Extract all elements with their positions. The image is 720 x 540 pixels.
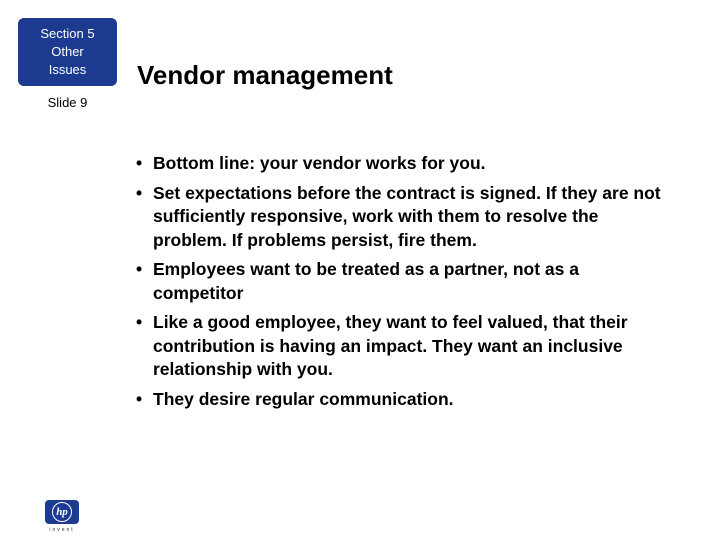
section-line-3: Issues	[48, 62, 87, 77]
bullet-item	[130, 182, 670, 253]
section-line-2: Other	[51, 44, 84, 59]
bullet-text: Employees want to be treated as a partner, not as a competitor	[153, 259, 579, 303]
bullet-dot-icon: •	[136, 259, 143, 279]
bullet-text: Set expectations before the contract is signed. If they are not sufficiently responsive, work with them to resolve the problem. If problems persist, fire them.	[153, 182, 661, 250]
bullet-dot-icon: •	[136, 312, 143, 332]
bullet-text: Like a good employee, they want to feel valued, that their contribution is having an impact. They want an inclusive relationship with you.	[153, 312, 628, 379]
section-line-1: Section 5	[40, 26, 95, 41]
slide-title: Vendor management	[137, 60, 393, 90]
section-badge	[18, 18, 117, 86]
bullet-item	[130, 388, 670, 412]
slide-number: Slide 9	[47, 95, 88, 110]
bullet-text: Bottom line: your vendor works for you.	[153, 153, 486, 173]
hp-logo	[45, 500, 81, 536]
bullet-text: They desire regular communication.	[153, 388, 454, 409]
bullet-item	[130, 258, 670, 305]
bullet-list	[130, 152, 670, 417]
bullet-dot-icon: •	[136, 388, 143, 409]
hp-logo-mark: hp	[52, 502, 72, 522]
hp-logo-tagline: invent	[49, 527, 75, 533]
bullet-dot-icon: •	[136, 182, 143, 203]
bullet-dot-icon: •	[136, 153, 143, 173]
bullet-item	[130, 311, 670, 382]
hp-logo-icon	[45, 500, 79, 524]
bullet-item	[130, 152, 670, 176]
